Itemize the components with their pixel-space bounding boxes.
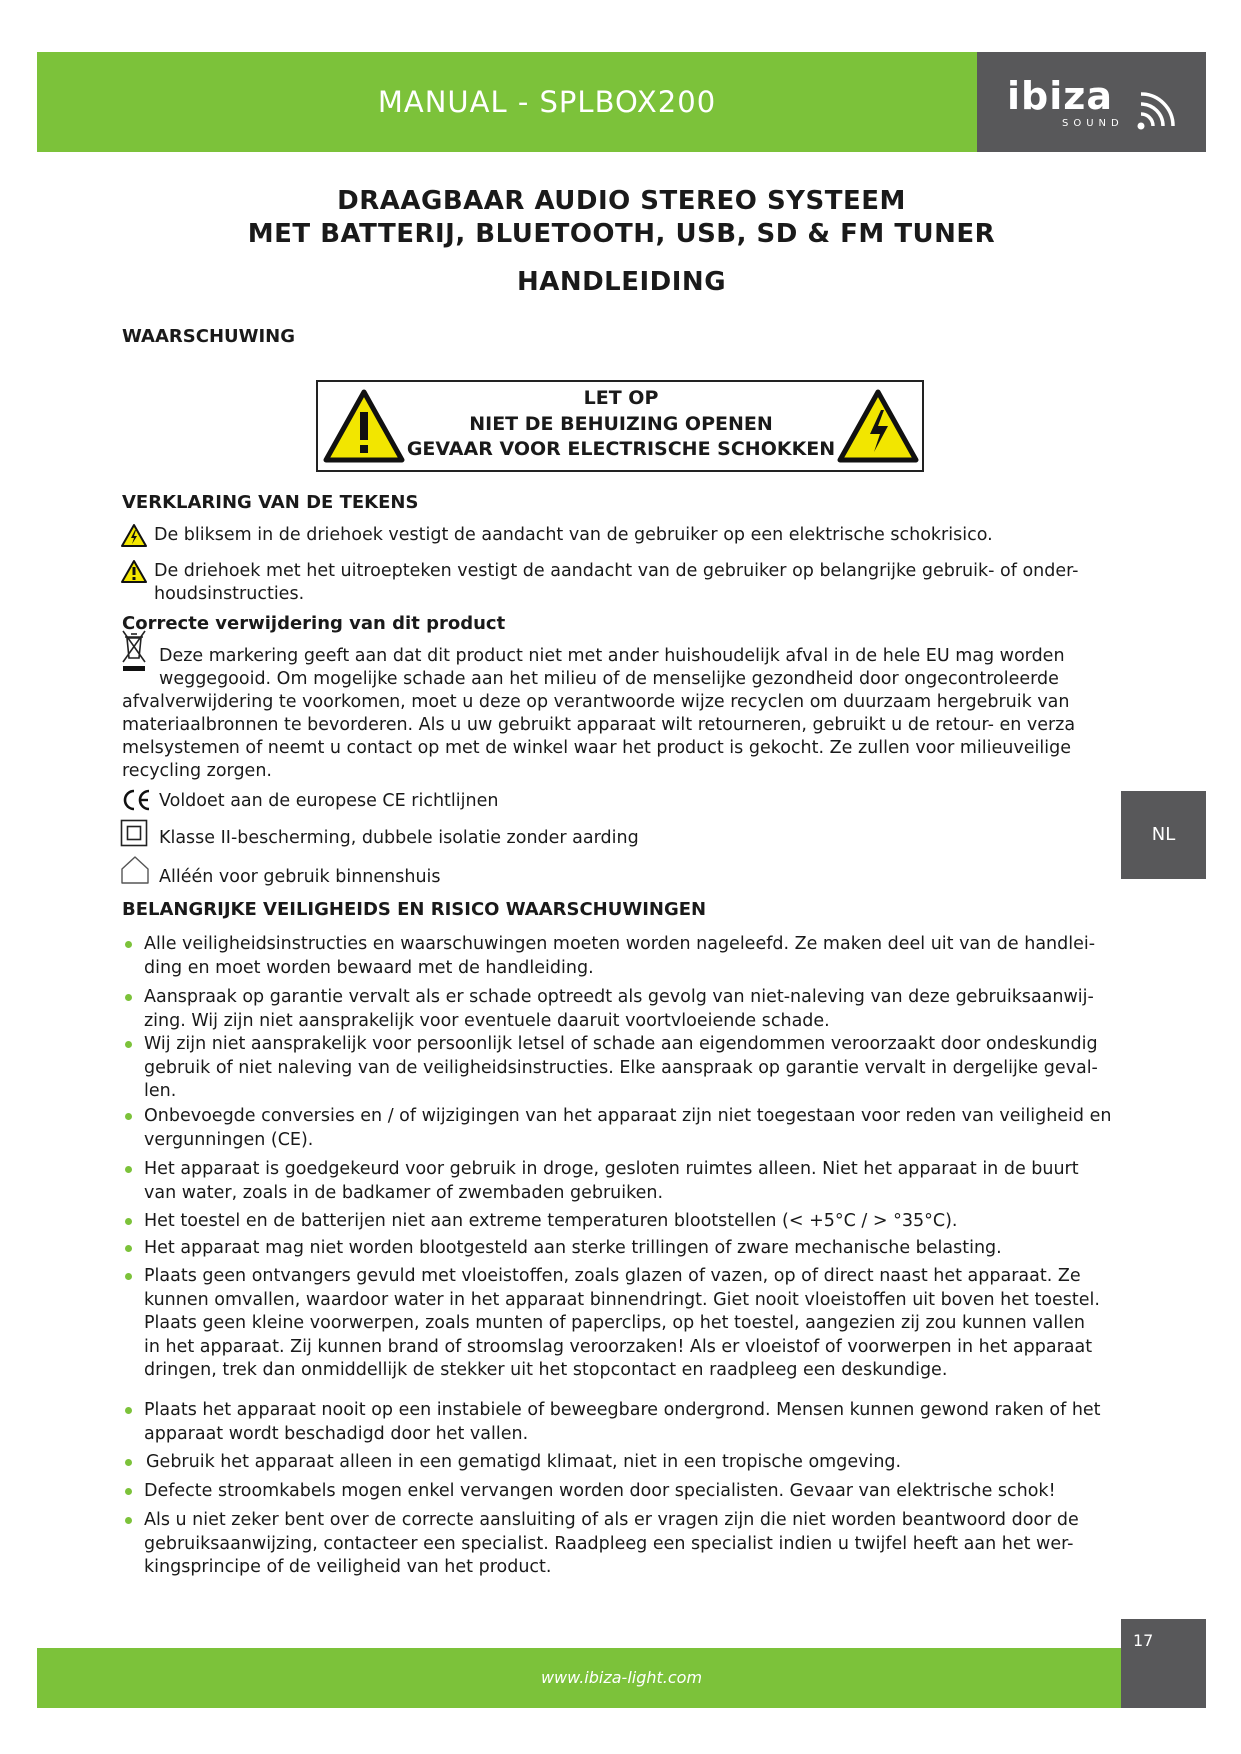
language-tab: NL [1121, 791, 1206, 879]
warning-box-line-3: GEVAAR VOOR ELECTRISCHE SCHOKKEN [406, 438, 836, 460]
bullet-dot [125, 1113, 132, 1120]
safety-item-5-line-1: Het apparaat is goedgekeurd voor gebruik in droge, gesloten ruimtes alleen. Niet het apparaat in de buurt [144, 1159, 1079, 1179]
disposal-text-2: weggegooid. Om mogelijke schade aan het milieu of de menselijke gezondheid door ongecontroleerde [159, 669, 1059, 689]
safety-item-8-line-3: Plaats geen kleine voorwerpen, zoals munten of paperclips, op het toestel, aangezien zij zou kunnen vallen [144, 1313, 1085, 1333]
safety-item-4-line-2: vergunningen (CE). [144, 1129, 314, 1150]
ce-mark-icon [120, 788, 152, 812]
safety-item-9 [144, 1399, 1129, 1446]
bullet-dot [125, 1459, 132, 1466]
safety-item-2-line-1: Aanspraak op garantie vervalt als er schade optreedt als gevolg van niet-naleving van deze gebruiksaanwij- [144, 987, 1094, 1007]
disposal-text-4: materiaalbronnen te bevorderen. Als u uw gebruikt apparaat wilt retourneren, gebruikt u de retour- en verza [122, 715, 1076, 735]
safety-item-1-line-1: Alle veiligheidsinstructies en waarschuwingen moeten worden nageleefd. Ze maken deel uit van de handlei- [144, 934, 1096, 954]
safety-item-8-line-5: dringen, trek dan onmiddellijk de stekker uit het stopcontact en raadpleeg een deskundige. [144, 1360, 948, 1380]
disposal-text-6: recycling zorgen. [122, 761, 272, 781]
safety-item-12-line-2: gebruiksaanwijzing, contacteer een specialist. Raadpleeg een specialist indien u twijfel heeft aan het wer- [144, 1533, 1074, 1554]
indoor-text: Alléén voor gebruik binnenshuis [159, 867, 441, 887]
safety-item-1-line-2: ding en moet worden bewaard met de handleiding. [144, 957, 594, 978]
safety-item-2 [144, 986, 1129, 1033]
page-number-tab [1121, 1619, 1206, 1708]
disposal-text-5: melsystemen of neemt u contact op met de winkel waar het product is gekocht. Ze zullen voor milieuveilige [122, 738, 1071, 758]
ce-text: Voldoet aan de europese CE richtlijnen [159, 791, 499, 811]
bullet-dot [125, 1245, 132, 1252]
disposal-heading: Correcte verwijdering van dit product [122, 613, 506, 634]
safety-item-8-line-1: Plaats geen ontvangers gevuld met vloeistoffen, zoals glazen of vazen, op of direct naast het apparaat. Ze [144, 1266, 1081, 1286]
lightning-warning-icon [120, 523, 148, 548]
logo-text: ibiza [1007, 74, 1114, 118]
safety-item-3-line-3: len. [144, 1081, 177, 1101]
safety-item-8-line-4: in het apparaat. Zij kunnen brand of stroomslag veroorzaken! Als er vloeistof of voorwerpen in het apparaat [144, 1336, 1093, 1357]
warning-heading: WAARSCHUWING [122, 326, 296, 347]
safety-item-1 [144, 933, 1129, 980]
bullet-dot [125, 1488, 132, 1495]
lightning-symbol-text: De bliksem in de driehoek vestigt de aandacht van de gebruiker op een elektrische schokrisico. [154, 525, 993, 545]
safety-item-4-line-1: Onbevoegde conversies en / of wijzigingen van het apparaat zijn niet toegestaan voor reden van veiligheid en [144, 1106, 1112, 1126]
safety-item-9-line-1: Plaats het apparaat nooit op een instabiele of beweegbare ondergrond. Mensen kunnen gewond raken of het [144, 1400, 1101, 1420]
safety-item-5 [144, 1158, 1129, 1205]
safety-item-6-line-1: Het toestel en de batterijen niet aan extreme temperaturen blootstellen (< +5°C / > °35°C). [144, 1211, 958, 1231]
disposal-text-1: Deze markering geeft aan dat dit product niet met ander huishoudelijk afval in de hele EU mag worden [159, 646, 1065, 666]
bullet-dot [125, 1041, 132, 1048]
safety-item-2-line-2: zing. Wij zijn niet aansprakelijk voor eventuele daaruit voortvloeiende schade. [144, 1010, 830, 1031]
safety-item-3-line-1: Wij zijn niet aansprakelijk voor persoonlijk letsel of schade aan eigendommen veroorzaakt door ondeskundig [144, 1034, 1098, 1054]
page-number: 17 [1133, 1631, 1154, 1650]
safety-item-10-line-1: Gebruik het apparaat alleen in een gematigd klimaat, niet in een tropische omgeving. [146, 1452, 902, 1472]
class-2-insulation-icon [120, 819, 148, 847]
exclamation-warning-icon [120, 559, 148, 584]
bullet-dot [125, 1218, 132, 1225]
bullet-dot [125, 1166, 132, 1173]
bullet-dot [125, 994, 132, 1001]
safety-item-7-line-1: Het apparaat mag niet worden blootgesteld aan sterke trillingen of zware mechanische belasting. [144, 1238, 1002, 1258]
bullet-dot [125, 1407, 132, 1414]
logo-subtext: SOUND [1062, 118, 1124, 129]
brand-logo [977, 52, 1206, 152]
document-title-line-2: MET BATTERIJ, BLUETOOTH, USB, SD & FM TUNER [247, 219, 996, 249]
warning-box-line-2: NIET DE BEHUIZING OPENEN [469, 413, 773, 435]
disposal-text-3: afvalverwijdering te voorkomen, moet u deze op verantwoorde wijze recyclen om duurzaam hergebruik van [122, 692, 1070, 712]
safety-item-9-line-2: apparaat wordt beschadigd door het vallen. [144, 1423, 529, 1444]
indoor-house-icon [120, 855, 150, 885]
safety-item-8 [144, 1265, 1129, 1383]
class-2-text: Klasse II-bescherming, dubbele isolatie zonder aarding [159, 828, 639, 848]
wireless-waves-icon [1135, 92, 1175, 132]
warning-box-line-1: LET OP [583, 387, 659, 409]
manual-title: MANUAL - SPLBOX200 [377, 85, 717, 119]
exclamation-triangle-icon [322, 388, 406, 464]
crossed-bin-icon [120, 628, 148, 672]
lightning-triangle-icon [836, 388, 920, 464]
bullet-dot [125, 1273, 132, 1280]
footer-website-link[interactable]: www.ibiza-light.com [540, 1668, 703, 1687]
safety-item-6 [144, 1210, 1129, 1234]
bullet-dot [125, 941, 132, 948]
safety-item-3 [144, 1033, 1129, 1104]
bullet-dot [125, 1517, 132, 1524]
safety-item-7 [144, 1237, 1129, 1261]
safety-heading: BELANGRIJKE VEILIGHEIDS EN RISICO WAARSCHUWINGEN [122, 899, 707, 920]
safety-item-12-line-1: Als u niet zeker bent over de correcte aansluiting of als er vragen zijn die niet worden beantwoord door de [144, 1510, 1079, 1530]
safety-item-12-line-3: kingsprincipe of de veiligheid van het product. [144, 1557, 552, 1577]
symbols-heading: VERKLARING VAN DE TEKENS [122, 492, 419, 513]
document-subtitle: HANDLEIDING [516, 267, 727, 297]
exclamation-symbol-text-1: De driehoek met het uitroepteken vestigt de aandacht van de gebruiker op belangrijke gebruik- of onder- [154, 561, 1079, 581]
safety-item-11-line-1: Defecte stroomkabels mogen enkel vervangen worden door specialisten. Gevaar van elektrische schok! [144, 1481, 1056, 1501]
safety-item-3-line-2: gebruik of niet naleving van de veiligheidsinstructies. Elke aanspraak op garantie vervalt in dergelijke geval- [144, 1057, 1098, 1078]
warning-box [316, 380, 924, 472]
safety-item-8-line-2: kunnen omvallen, waardoor water in het apparaat binnendringt. Giet nooit vloeistoffen uit boven het toestel. [144, 1289, 1100, 1310]
exclamation-symbol-text-2: houdsinstructies. [154, 584, 305, 604]
safety-item-4 [144, 1105, 1129, 1152]
safety-item-12 [144, 1509, 1129, 1580]
safety-item-5-line-2: van water, zoals in de badkamer of zwembaden gebruiken. [144, 1182, 664, 1203]
document-title-line-1: DRAAGBAAR AUDIO STEREO SYSTEEM [337, 186, 906, 216]
safety-item-10 [146, 1451, 1131, 1475]
safety-item-11 [144, 1480, 1129, 1504]
